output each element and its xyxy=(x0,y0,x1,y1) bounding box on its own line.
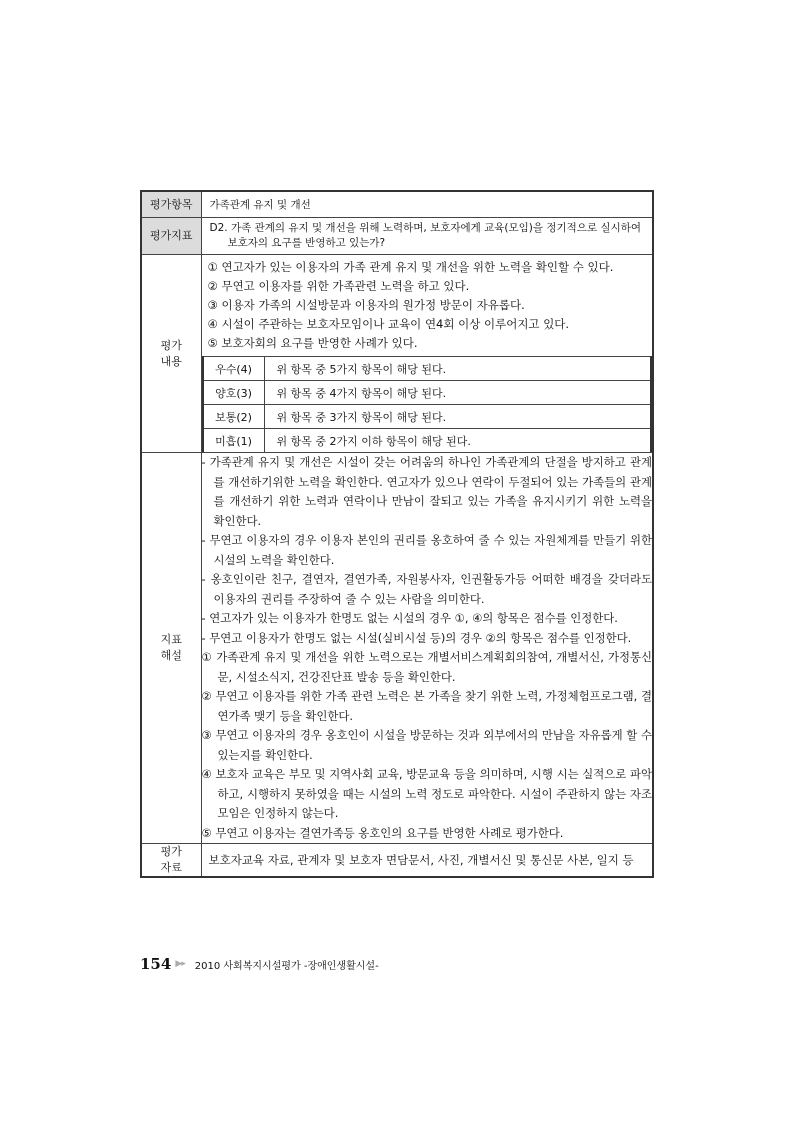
eval-content-row xyxy=(141,255,653,453)
explanation-label-line2: 해설 xyxy=(160,649,182,662)
content-item: ② 무연고 이용자를 위한 가족관련 노력을 하고 있다. xyxy=(207,279,470,293)
explanation-label xyxy=(141,453,201,844)
eval-item-row xyxy=(141,191,653,218)
explanation-dash-item: - 가족관계 유지 및 개선은 시설이 갖는 어려움의 하나인 가족관계의 단절을 방지하고 관계를 개선하기위한 노력을 확인한다. 연고자가 있으나 연락이 두절되어 있는 가족들의 관계를 개선하기 위한 노력과 연락이나 만남이 잘되고 있는 가족을 유지시키기 위한 노력을 확인한다. xyxy=(201,455,652,528)
grade-label: 보통(2) xyxy=(203,405,265,429)
explanation-cell xyxy=(201,453,653,844)
content-item: ⑤ 보호자회의 요구를 반영한 사례가 있다. xyxy=(207,336,418,350)
grade-desc: 위 항목 중 5가지 항목이 해당 된다. xyxy=(264,357,651,381)
content-item: ③ 이용자 가족의 시설방문과 이용자의 원가정 방문이 자유롭다. xyxy=(207,298,525,312)
arrow-icon: ▶▸ xyxy=(175,959,185,969)
explanation-numbered-item: ④ 보호자 교육은 부모 및 지역사회 교육, 방문교육 등을 의미하며, 시행 시는 실적으로 파악하고, 시행하지 못하였을 때는 시설의 노력 정도로 파악한다. 시설이 주관하지 않는 자조모임은 인정하지 않는다. xyxy=(201,767,652,820)
grade-desc: 위 항목 중 2가지 이하 항목이 해당 된다. xyxy=(264,429,651,453)
eval-content-cell xyxy=(201,255,653,453)
grade-desc: 위 항목 중 4가지 항목이 해당 된다. xyxy=(264,381,651,405)
explanation-dash-item: - 무연고 이용자가 한명도 없는 시설(실비시설 등)의 경우 ②의 항목은 점수를 인정한다. xyxy=(201,630,632,645)
content-items xyxy=(202,255,653,356)
eval-indicator-row xyxy=(141,218,653,255)
grade-label: 우수(4) xyxy=(203,357,265,381)
grade-desc: 위 항목 중 3가지 항목이 해당 된다. xyxy=(264,405,651,429)
explanation-dash-item: - 무연고 이용자의 경우 이용자 본인의 권리를 옹호하여 줄 수 있는 자원체계를 만들기 위한 시설의 노력을 확인한다. xyxy=(201,533,652,567)
eval-indicator-label: 평가지표 xyxy=(141,218,201,255)
explanation-numbered-item: ① 가족관계 유지 및 개선을 위한 노력으로는 개별서비스계획회의참여, 개별서신, 가정통신문, 시설소식지, 건강진단표 발송 등을 확인한다. xyxy=(201,650,652,684)
indicator-line-1: D2. 가족 관계의 유지 및 개선을 위해 노력하며, 보호자에게 교육(모임)을 정기적으로 실시하여 xyxy=(209,222,641,234)
materials-label xyxy=(141,844,201,878)
eval-content-label-line1: 평가 xyxy=(160,338,182,352)
indicator-line-2: 보호자의 요구를 반영하고 있는가? xyxy=(227,237,386,249)
content-item: ① 연고자가 있는 이용자의 가족 관계 유지 및 개선을 위한 노력을 확인할 수 있다. xyxy=(207,260,614,274)
eval-content-label xyxy=(141,255,201,453)
grade-row xyxy=(203,405,652,429)
materials-row xyxy=(141,844,653,878)
materials-label-line2: 자료 xyxy=(160,861,182,874)
footer-title: 2010 사회복지시설평가 -장애인생활시설- xyxy=(194,960,379,972)
evaluation-table xyxy=(140,190,654,878)
eval-indicator-value xyxy=(201,218,653,255)
explanation-dash-item: - 옹호인이란 친구, 결연자, 결연가족, 자원봉사자, 인권활동가등 어떠한 배경을 갖더라도 이용자의 권리를 주장하여 줄 수 있는 사람을 의미한다. xyxy=(201,572,652,606)
grade-label: 미흡(1) xyxy=(203,429,265,453)
page-number: 154 xyxy=(140,955,172,973)
grade-table xyxy=(202,356,653,452)
explanation-row xyxy=(141,453,653,844)
content-item: ④ 시설이 주관하는 보호자모임이나 교육이 연4회 이상 이루어지고 있다. xyxy=(207,317,570,331)
explanation-dash-item: - 연고자가 있는 이용자가 한명도 없는 시설의 경우 ①, ④의 항목은 점수를 인정한다. xyxy=(201,611,618,625)
page-footer xyxy=(140,956,379,972)
eval-content-label-line2: 내용 xyxy=(160,354,182,368)
materials-label-line1: 평가 xyxy=(160,845,182,858)
eval-item-label: 평가항목 xyxy=(141,191,201,218)
explanation-numbered-item: ⑤ 무연고 이용자는 결연가족등 옹호인의 요구를 반영한 사례로 평가한다. xyxy=(201,825,564,840)
grade-label: 양호(3) xyxy=(203,381,265,405)
grade-row xyxy=(203,381,652,405)
grade-row xyxy=(203,357,652,381)
eval-item-value: 가족관계 유지 및 개선 xyxy=(201,191,653,218)
explanation-numbered-item: ② 무연고 이용자를 위한 가족 관련 노력은 본 가족을 찾기 위한 노력, 가정체험프로그램, 결연가족 맺기 등을 확인한다. xyxy=(201,689,652,723)
grade-row xyxy=(203,429,652,453)
explanation-label-line1: 지표 xyxy=(160,633,182,646)
explanation-numbered-item: ③ 무연고 이용자의 경우 옹호인이 시설을 방문하는 것과 외부에서의 만남을 자유롭게 할 수 있는지를 확인한다. xyxy=(201,728,652,762)
materials-value: 보호자교육 자료, 관계자 및 보호자 면담문서, 사진, 개별서신 및 통신문 사본, 일지 등 xyxy=(201,844,653,878)
